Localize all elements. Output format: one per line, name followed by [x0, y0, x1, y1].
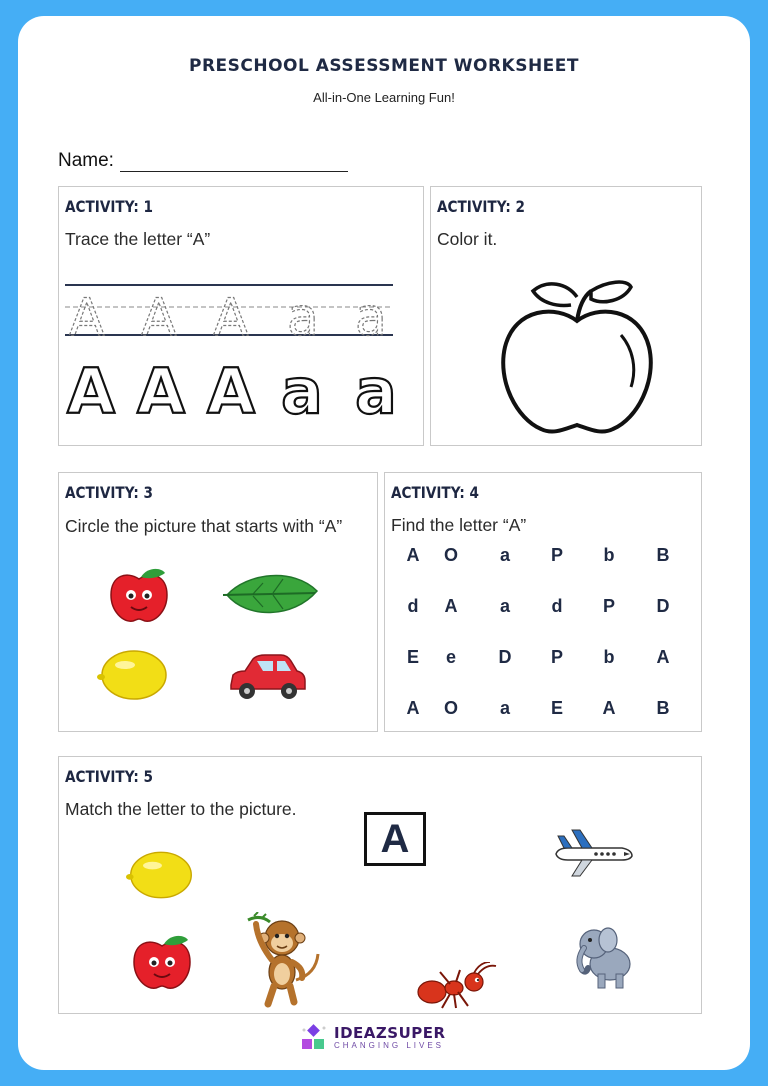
outline-letter-4: a	[281, 355, 323, 423]
outline-letter-1: A	[67, 355, 115, 423]
outline-letter-5: a	[355, 355, 397, 423]
grid-letter[interactable]: A	[656, 647, 670, 667]
activity-2-instruction: Color it.	[437, 229, 498, 249]
name-field[interactable]	[58, 150, 348, 172]
airplane-icon[interactable]	[552, 828, 634, 878]
grid-letter[interactable]: b	[603, 545, 615, 565]
activity-3-box	[58, 472, 378, 732]
activity-5-label: ACTIVITY: 5	[65, 767, 154, 786]
grid-letter[interactable]: D	[498, 647, 512, 667]
grid-letter[interactable]: B	[656, 545, 670, 565]
grid-letter[interactable]: O	[443, 545, 458, 565]
grid-letter[interactable]: a	[499, 698, 510, 718]
outline-letter-2: A	[137, 355, 185, 423]
car-icon[interactable]	[227, 653, 309, 703]
worksheet-page	[18, 16, 750, 1070]
grid-letter[interactable]: e	[445, 647, 456, 667]
grid-letter[interactable]: E	[550, 698, 563, 718]
trace-letter-4: a	[287, 288, 319, 348]
activity-5-instruction: Match the letter to the picture.	[65, 799, 297, 819]
name-input-line[interactable]	[120, 153, 348, 172]
grid-letter[interactable]: P	[602, 596, 615, 616]
elephant-icon[interactable]	[572, 920, 636, 990]
trace-letter-2: A	[141, 288, 177, 348]
activity-4-box	[384, 472, 702, 732]
trace-letter-1: A	[69, 288, 105, 348]
activity-4-label: ACTIVITY: 4	[391, 483, 480, 502]
grid-letter[interactable]: b	[603, 647, 615, 667]
grid-letter[interactable]: P	[550, 647, 563, 667]
grid-letter[interactable]: B	[656, 698, 670, 718]
grid-letter[interactable]: a	[499, 545, 510, 565]
trace-letter-5: a	[355, 288, 387, 348]
activity-2-box	[430, 186, 702, 446]
grid-letter[interactable]: A	[406, 545, 420, 565]
grid-letter[interactable]: D	[656, 596, 670, 616]
trace-letter-3: A	[213, 288, 249, 348]
activity-1-label: ACTIVITY: 1	[65, 197, 154, 216]
activity-2-label: ACTIVITY: 2	[437, 197, 526, 216]
apple-outline-icon[interactable]	[497, 269, 657, 439]
grid-letter[interactable]: O	[443, 698, 458, 718]
activity-3-instruction: Circle the picture that starts with “A”	[65, 516, 343, 536]
lemon-icon[interactable]	[97, 647, 171, 703]
brand-name: IDEAZSUPER	[334, 1024, 446, 1042]
grid-letter[interactable]: A	[406, 698, 420, 718]
activity-3-label: ACTIVITY: 3	[65, 483, 154, 502]
page-subtitle: All-in-One Learning Fun!	[313, 90, 455, 105]
grid-letter[interactable]: P	[550, 545, 563, 565]
activity-4-instruction: Find the letter “A”	[391, 515, 527, 535]
grid-letter[interactable]: a	[499, 596, 510, 616]
apple-icon[interactable]	[107, 565, 171, 625]
target-letter-box[interactable]: A	[364, 812, 426, 866]
brand-tagline: CHANGING LIVES	[334, 1041, 445, 1050]
trace-area[interactable]	[65, 273, 405, 423]
grid-letter[interactable]: d	[551, 596, 563, 616]
grid-letter[interactable]: E	[406, 647, 419, 667]
grid-letter[interactable]: d	[407, 596, 419, 616]
grid-letter[interactable]: A	[444, 596, 458, 616]
logo-squares-icon	[300, 1024, 328, 1052]
letter-grid	[393, 543, 693, 723]
activity-1-instruction: Trace the letter “A”	[65, 229, 211, 249]
apple-icon[interactable]	[130, 932, 194, 992]
page-title: PRESCHOOL ASSESSMENT WORKSHEET	[188, 56, 579, 76]
brand-logo[interactable]	[300, 1024, 446, 1052]
leaf-icon[interactable]	[223, 569, 319, 621]
outline-letter-3: A	[207, 355, 255, 423]
grid-letter[interactable]: A	[602, 698, 616, 718]
lemon-icon[interactable]	[126, 848, 196, 902]
ant-icon[interactable]	[416, 962, 500, 1010]
name-label: Name:	[58, 150, 114, 171]
monkey-icon[interactable]	[246, 912, 322, 1008]
activity-1-box	[58, 186, 424, 446]
